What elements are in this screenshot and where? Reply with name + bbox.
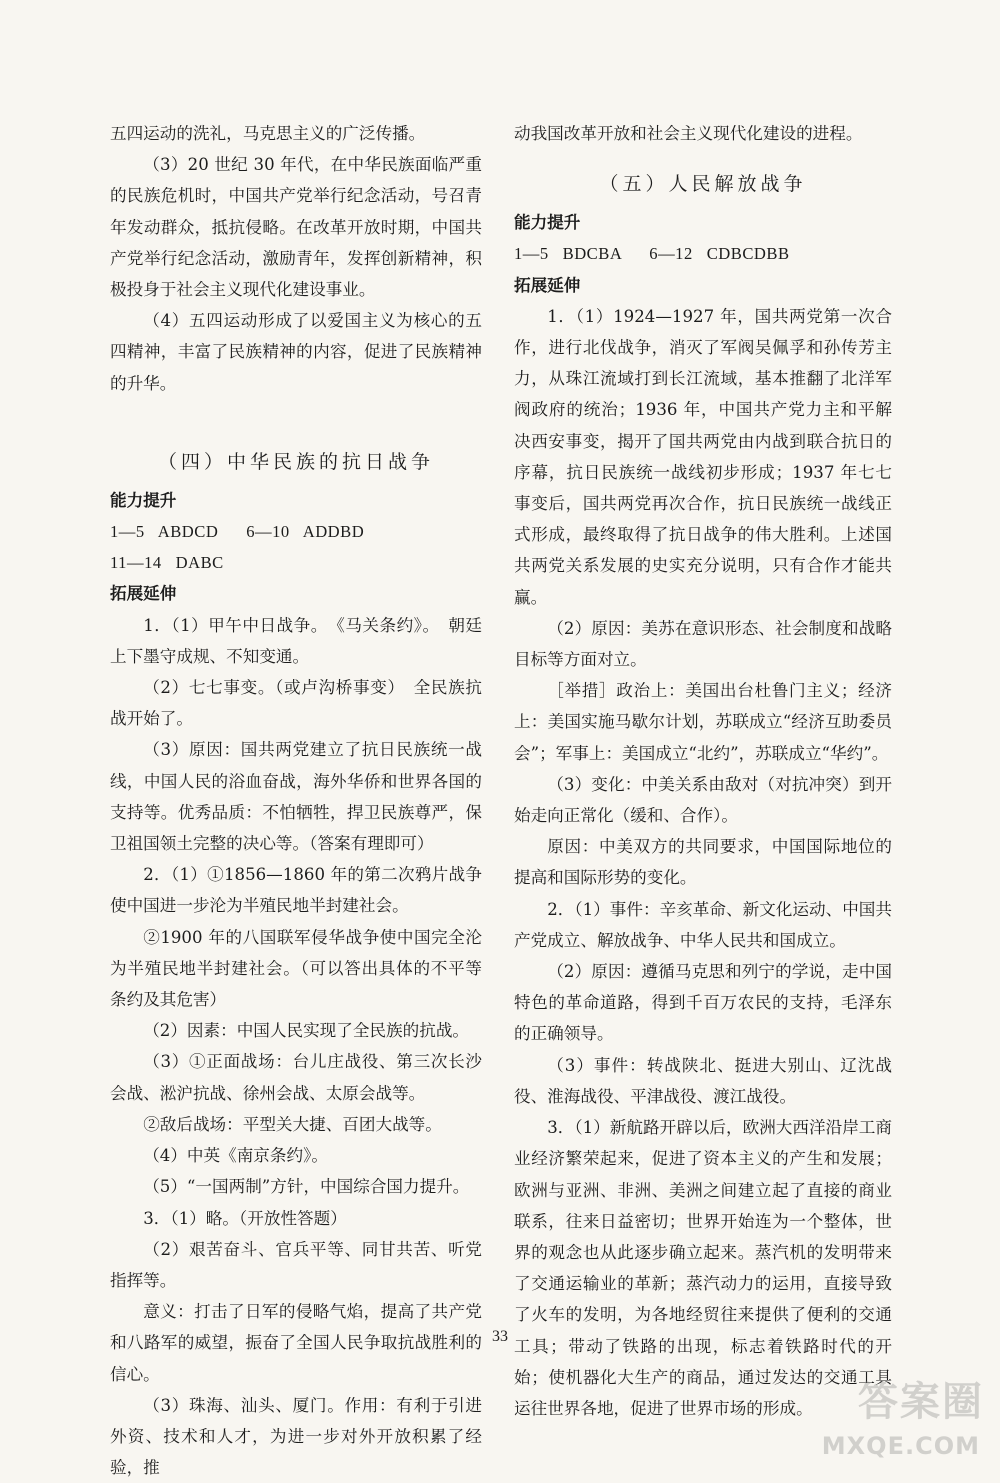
paragraph: 五四运动的洗礼，马克思主义的广泛传播。	[110, 124, 426, 143]
answer-line: 1—5 ABDCD 6—10 ADDBD	[110, 522, 365, 542]
answer-item: 2．（1）①1856—1860 年的第二次鸦片战争使中国进一步沦为半殖民地半封建社会。	[110, 865, 482, 916]
extend-label: 拓展延伸	[514, 275, 581, 295]
answer-line: 1—5 BDCBA 6—12 CDBCDBB	[514, 244, 790, 264]
watermark-logo	[821, 1370, 984, 1466]
answer-item: 1．（1）1924—1927 年，国共两党第一次合作，进行北伐战争，消灭了军阀吴佩孚和孙传芳主力，从珠江流域打到长江流域，基本推翻了北洋军阀政府的统治；1936 年，中国共产党力主和平解决西安事变，揭开了国共两党由内战到联合抗日的序幕，抗日民族统一战线初步形成；1937 年七七事变后，国共两党再次合作，抗日民族统一战线正式形成，最终取得了抗日战争的伟大胜利。上述国共两党关系发展的史实充分说明，只有合作才能共赢。	[514, 306, 892, 607]
answer-item: （4）中英《南京条约》。	[143, 1146, 328, 1166]
answer-item: （5）“一国两制”方针，中国综合国力提升。	[143, 1177, 470, 1197]
answer-item: 3．（1）略。（开放性答题）	[143, 1208, 347, 1228]
paragraph: 动我国改革开放和社会主义现代化建设的进程。	[514, 124, 863, 143]
ability-label: 能力提升	[514, 213, 581, 233]
answer-item: 3．（1）新航路开辟以后，欧洲大西洋沿岸工商业经济繁荣起来，促进了资本主义的产生和发展；欧洲与亚洲、非洲、美洲之间建立起了直接的商业联系，往来日益密切；世界开始连为一个整体，世界的观念也从此逐步确立起来。蒸汽机的发明带来了交通运输业的革新；蒸汽动力的运用，直接导致了火车的发明，为各地经贸往来提供了便利的交通工具；带动了铁路的出现，标志着铁路时代的开始；使机器化大生产的商品，通过发达的交通工具运往世界各地，促进了世界市场的形成。	[514, 1118, 892, 1418]
answer-item: 意义：打击了日军的侵略气焰，提高了共产党和八路军的威望，振奋了全国人民争取抗战胜利的信心。	[110, 1302, 482, 1384]
section-title-4: （四）中华民族的抗日战争	[157, 450, 434, 473]
answer-item: （2）原因：遵循马克思和列宁的学说，走中国特色的革命道路，得到千百万农民的支持，毛泽东的正确领导。	[514, 962, 892, 1044]
answer-item: （2）原因：美苏在意识形态、社会制度和战略目标等方面对立。	[514, 618, 892, 670]
watermark-text: 答案圈	[858, 1379, 984, 1425]
ability-label: 能力提升	[110, 490, 177, 510]
right-column	[514, 118, 892, 1424]
paragraph: （3）20 世纪 30 年代，在中华民族面临严重的民族危机时，中国共产党举行纪念活动，号召青年发动群众，抵抗侵略。在改革开放时期，中国共产党举行纪念活动，激励青年，发挥创新精神，积极投身于社会主义现代化建设事业。	[110, 155, 482, 300]
answer-item: （2）因素：中国人民实现了全民族的抗战。	[143, 1021, 470, 1041]
answer-line: 11—14 DABC	[110, 553, 224, 573]
answer-item: ②敌后战场：平型关大捷、百团大战等。	[143, 1114, 442, 1134]
answer-item: 原因：中美双方的共同要求，中国国际地位的提高和国际形势的变化。	[514, 837, 892, 888]
answer-item: ［举措］政治上：美国出台杜鲁门主义；经济上：美国实施马歇尔计划，苏联成立“经济互助委员会”；军事上：美国成立“北约”，苏联成立“华约”。	[514, 681, 892, 763]
answer-item: （3）变化：中美关系由敌对（对抗冲突）到开始走向正常化（缓和、合作）。	[514, 774, 892, 826]
answer-item: ②1900 年的八国联军侵华战争使中国完全沦为半殖民地半封建社会。（可以答出具体的不平等条约及其危害）	[110, 927, 482, 1010]
answer-item: （2）七七事变。（或卢沟桥事变） 全民族抗战开始了。	[110, 678, 482, 729]
page-number: 33	[492, 1328, 508, 1345]
section-title-5: （五）人民解放战争	[599, 173, 807, 196]
answer-item: 2．（1）事件：辛亥革命、新文化运动、中国共产党成立、解放战争、中华人民共和国成立。	[514, 899, 892, 950]
answer-item: （3）①正面战场：台儿庄战役、第三次长沙会战、淞沪抗战、徐州会战、太原会战等。	[110, 1052, 482, 1103]
answer-item: 1．（1）甲午中日战争。 《马关条约》。 朝廷上下墨守成规、不知变通。	[110, 615, 482, 666]
answer-item: （3）事件：转战陕北、挺进大别山、辽沈战役、淮海战役、平津战役、渡江战役。	[514, 1055, 892, 1106]
answer-item: （2）艰苦奋斗、官兵平等、同甘共苦、听党指挥等。	[110, 1239, 482, 1290]
answer-item: （3）珠海、汕头、厦门。作用：有利于引进外资、技术和人才，为进一步对外开放积累了经验，推	[110, 1395, 482, 1478]
left-column	[110, 118, 482, 1483]
answer-item: （3）原因：国共两党建立了抗日民族统一战线，中国人民的浴血奋战，海外华侨和世界各国的支持等。优秀品质：不怕牺牲，捍卫民族尊严，保卫祖国领土完整的决心等。（答案有理即可）	[110, 740, 482, 854]
extend-label: 拓展延伸	[110, 584, 177, 604]
watermark-url: MXQE.COM	[821, 1432, 980, 1460]
paragraph: （4）五四运动形成了以爱国主义为核心的五四精神，丰富了民族精神的内容，促进了民族精神的升华。	[110, 311, 482, 393]
